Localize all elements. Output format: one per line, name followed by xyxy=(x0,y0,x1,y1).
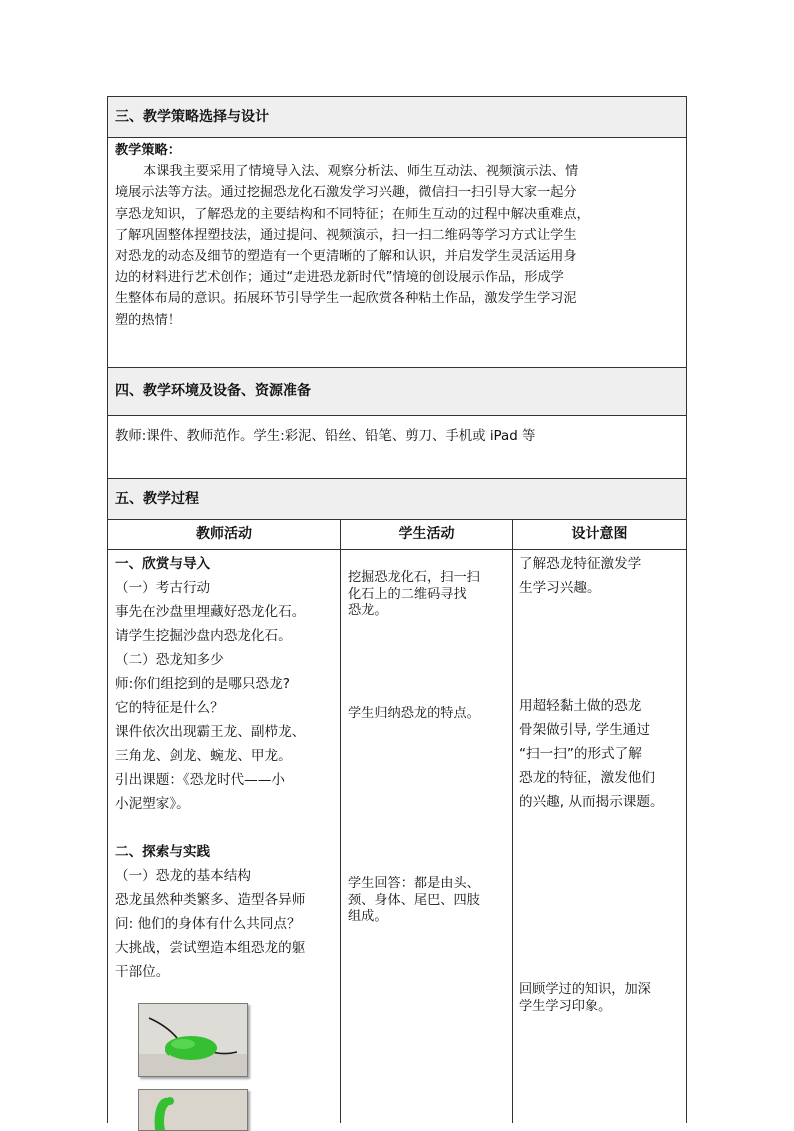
intent-2: 用超轻黏土做的恐龙 骨架做引导, 学生通过 “扫一扫”的形式了解 恐龙的特征，激发他们 的兴趣, 从而揭示课题。 xyxy=(519,698,664,810)
teacher-line: （一）考古行动 xyxy=(115,580,211,596)
teacher-activities xyxy=(115,552,339,984)
teacher-line: 课件依次出现霸王龙、副栉龙、 xyxy=(115,724,306,740)
strategy-line: 边的材料进行艺术创作；通过“走进恐龙新时代”情境的创设展示作品，形成学 xyxy=(115,270,564,286)
strategy-line: 境展示法等方法。通过挖掘恐龙化石激发学习兴趣，微信扫一扫引导大家一起分 xyxy=(115,185,577,201)
part-title: 一、欣赏与导入 xyxy=(115,556,211,572)
teacher-line: 请学生挖掘沙盘内恐龙化石。 xyxy=(115,628,292,644)
section-heading-environment: 四、教学环境及设备、资源准备 xyxy=(115,383,311,399)
strategy-line: 享恐龙知识，了解恐龙的主要结构和不同特征；在师生互动的过程中解决重难点， xyxy=(115,206,590,222)
teacher-line: 问: 他们的身体有什么共同点？ xyxy=(115,916,301,932)
section-heading-process: 五、教学过程 xyxy=(115,491,199,507)
teacher-line: 它的特征是什么？ xyxy=(115,700,224,716)
teacher-line: 引出课题：《恐龙时代——小 xyxy=(115,772,285,788)
clay-dinosaur-photo xyxy=(138,1003,248,1077)
environment-text: 教师:课件、教师范作。学生:彩泥、铅丝、铅笔、剪刀、手机或 iPad 等 xyxy=(115,429,536,444)
student-activity-2: 学生归纳恐龙的特点。 xyxy=(348,706,480,721)
strategy-line: 本课我主要采用了情境导入法、观察分析法、师生互动法、视频演示法、情 xyxy=(143,164,579,180)
teacher-line: （一）恐龙的基本结构 xyxy=(115,868,251,884)
column-header-teacher: 教师活动 xyxy=(196,526,252,542)
green-clay-dinosaur-body-icon xyxy=(139,1004,247,1076)
teacher-line: 事先在沙盘里埋藏好恐龙化石。 xyxy=(115,604,306,620)
clay-dinosaur-photo xyxy=(138,1089,248,1131)
intent-1: 了解恐龙特征激发学 生学习兴趣。 xyxy=(519,556,642,596)
teacher-line: （二）恐龙知多少 xyxy=(115,652,224,668)
part-title: 二、探索与实践 xyxy=(115,844,211,860)
teacher-line: 干部位。 xyxy=(115,964,170,980)
strategy-body xyxy=(115,140,683,331)
strategy-label: 教学策略： xyxy=(115,143,181,158)
strategy-line: 塑的热情！ xyxy=(115,312,181,328)
teacher-line: 三角龙、剑龙、蜿龙、甲龙。 xyxy=(115,748,292,764)
teacher-line: 恐龙虽然种类繁多、造型各异师 xyxy=(115,892,306,908)
teacher-line: 大挑战，尝试塑造本组恐龙的躯 xyxy=(115,940,306,956)
teacher-line: 师:你们组挖到的是哪只恐龙? xyxy=(115,676,290,692)
table-border-top xyxy=(107,96,687,97)
strategy-line: 对恐龙的动态及细节的塑造有一个更清晰的了解和认识，并启发学生灵活运用身 xyxy=(115,249,577,265)
column-header-intent: 设计意图 xyxy=(571,526,628,542)
student-activity-1: 挖掘恐龙化石，扫一扫 化石上的二维码寻找 恐龙。 xyxy=(348,570,480,618)
intent-3: 回顾学过的知识，加深 学生学习印象。 xyxy=(519,982,651,1014)
strategy-line: 了解巩固整体捏塑技法，通过提问、视频演示，扫一扫二维码等学习方式让学生 xyxy=(115,227,577,243)
student-activity-3: 学生回答：都是由头、 颈、身体、尾巴、四肢 组成。 xyxy=(348,876,480,924)
green-clay-dinosaur-neck-icon xyxy=(139,1090,247,1130)
section-heading-strategy: 三、教学策略选择与设计 xyxy=(115,109,269,125)
column-header-student: 学生活动 xyxy=(398,526,455,542)
teacher-line: 小泥塑家》。 xyxy=(115,796,190,812)
strategy-line: 生整体布局的意识。拓展环节引导学生一起欣赏各种粘土作品，激发学生学习泥 xyxy=(115,291,577,307)
